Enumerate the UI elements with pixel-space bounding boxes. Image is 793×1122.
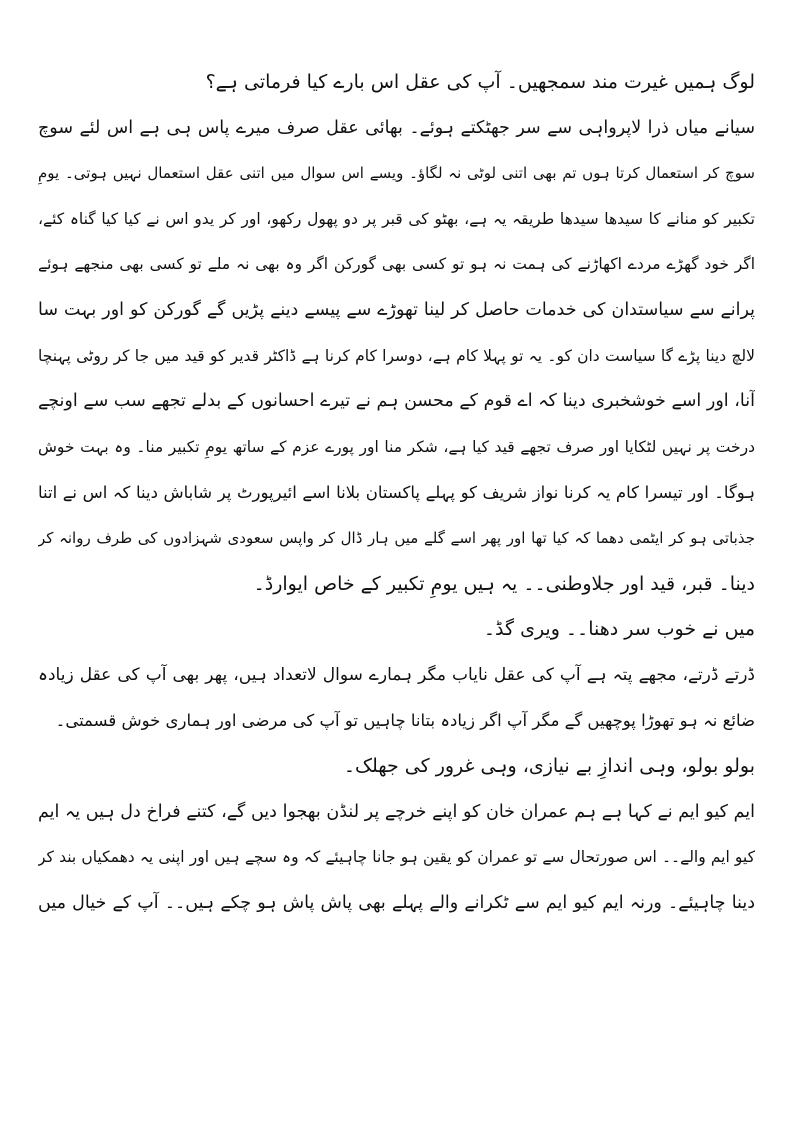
text-line-3: سوچ کر استعمال کرتا ہوں تم بھی اتنی لوٹی نہ لگاؤ۔ ویسے اس سوال میں اتنی عقل استعمال نہیں ہوتی۔ یومِ	[38, 164, 755, 183]
text-line-12: دینا۔ قبر، قید اور جلاوطنی۔۔ یہ ہیں یومِ تکبیر کے خاص ایوارڈ۔	[253, 572, 755, 595]
text-line-15: ضائع نہ ہو تھوڑا پوچھیں گے مگر آپ اگر زیادہ بتانا چاہیں تو آپ کی مرضی اور ہماری خوش قسمتی۔	[55, 711, 755, 731]
text-line-1: لوگ ہمیں غیرت مند سمجھیں۔ آپ کی عقل اس بارے کیا فرماتی ہے؟	[205, 71, 755, 93]
text-line-5: اگر خود گھڑے مردے اکھاڑنے کی ہمت نہ ہو تو کسی بھی گورکن اگر وہ بھی نہ ملے تو کسی بھی منجھے ہوئے	[38, 255, 755, 274]
text-line-14: ڈرتے ڈرتے، مجھے پتہ ہے آپ کی عقل نایاب مگر ہمارے سوال لاتعداد ہیں، پھر بھی آپ کی عقل زیادہ	[38, 664, 755, 685]
text-line-4: تکبیر کو منانے کا سیدھا سیدھا طریقہ یہ ہے، بھٹو کی قبر پر دو پھول رکھو، اور کر یدو اس نے کیا کیا گناہ کئے،	[38, 209, 755, 228]
text-line-13: میں نے خوب سر دھنا۔۔ ویری گڈ۔	[483, 618, 755, 641]
text-line-9: درخت پر نہیں لٹکایا اور صرف تجھے قید کیا ہے، شکر منا اور پورے عزم کے ساتھ یومِ تکبیر منا۔ وہ بہت خوش	[38, 437, 755, 456]
text-line-8: آنا، اور اسے خوشخبری دینا کہ اے قوم کے محسن ہم نے تیرے احسانوں کے بدلے تجھے سب سے اونچے	[38, 391, 755, 412]
article-body	[38, 60, 755, 926]
text-line-16: بولو بولو، وہی اندازِ بے نیازی، وہی غرور کی جھلک۔	[343, 754, 755, 777]
text-line-6: پرانے سے سیاستدان کی خدمات حاصل کر لینا تھوڑے سے پیسے دینے پڑیں گے گورکن کو اور بہت سا	[38, 299, 755, 320]
text-line-17: ایم کیو ایم نے کہا ہے ہم عمران خان کو اپنے خرچے پر لنڈن بھجوا دیں گے، کتنے فراخ دل ہیں یہ ایم	[38, 801, 755, 822]
text-line-7: لالچ دینا پڑے گا سیاست دان کو۔ یہ تو پہلا کام ہے، دوسرا کام کرنا ہے ڈاکٹر قدیر کو قید میں جا کر روٹی پہنچا	[38, 346, 755, 365]
text-line-18: کیو ایم والے۔۔ اس صورتحال سے تو عمران کو یقین ہو جانا چاہیئے کہ وہ سچے ہیں اور اپنی یہ دھمکیاں بند کر	[38, 848, 755, 867]
text-line-2: سیانے میاں ذرا لاپرواہی سے سر جھٹکتے ہوئے۔ بھائی عقل صرف میرے پاس ہی ہے اس لئے سوچ	[38, 117, 755, 138]
text-line-19: دینا چاہیئے۔ ورنہ ایم کیو ایم سے ٹکرانے والے پہلے بھی پاش پاش ہو چکے ہیں۔۔ آپ کے خیال میں	[38, 892, 755, 913]
text-line-10: ہوگا۔ اور تیسرا کام یہ کرنا نواز شریف کو پہلے پاکستان بلانا اسے ائیرپورٹ پر شاباش دینا کہ اس نے اتنا	[38, 483, 755, 503]
text-line-11: جذباتی ہو کر ایٹمی دھما کہ کیا تھا اور پھر اسے گلے میں ہار ڈال کر واپس سعودی شہزادوں کی طرف روانہ کر	[38, 528, 755, 547]
